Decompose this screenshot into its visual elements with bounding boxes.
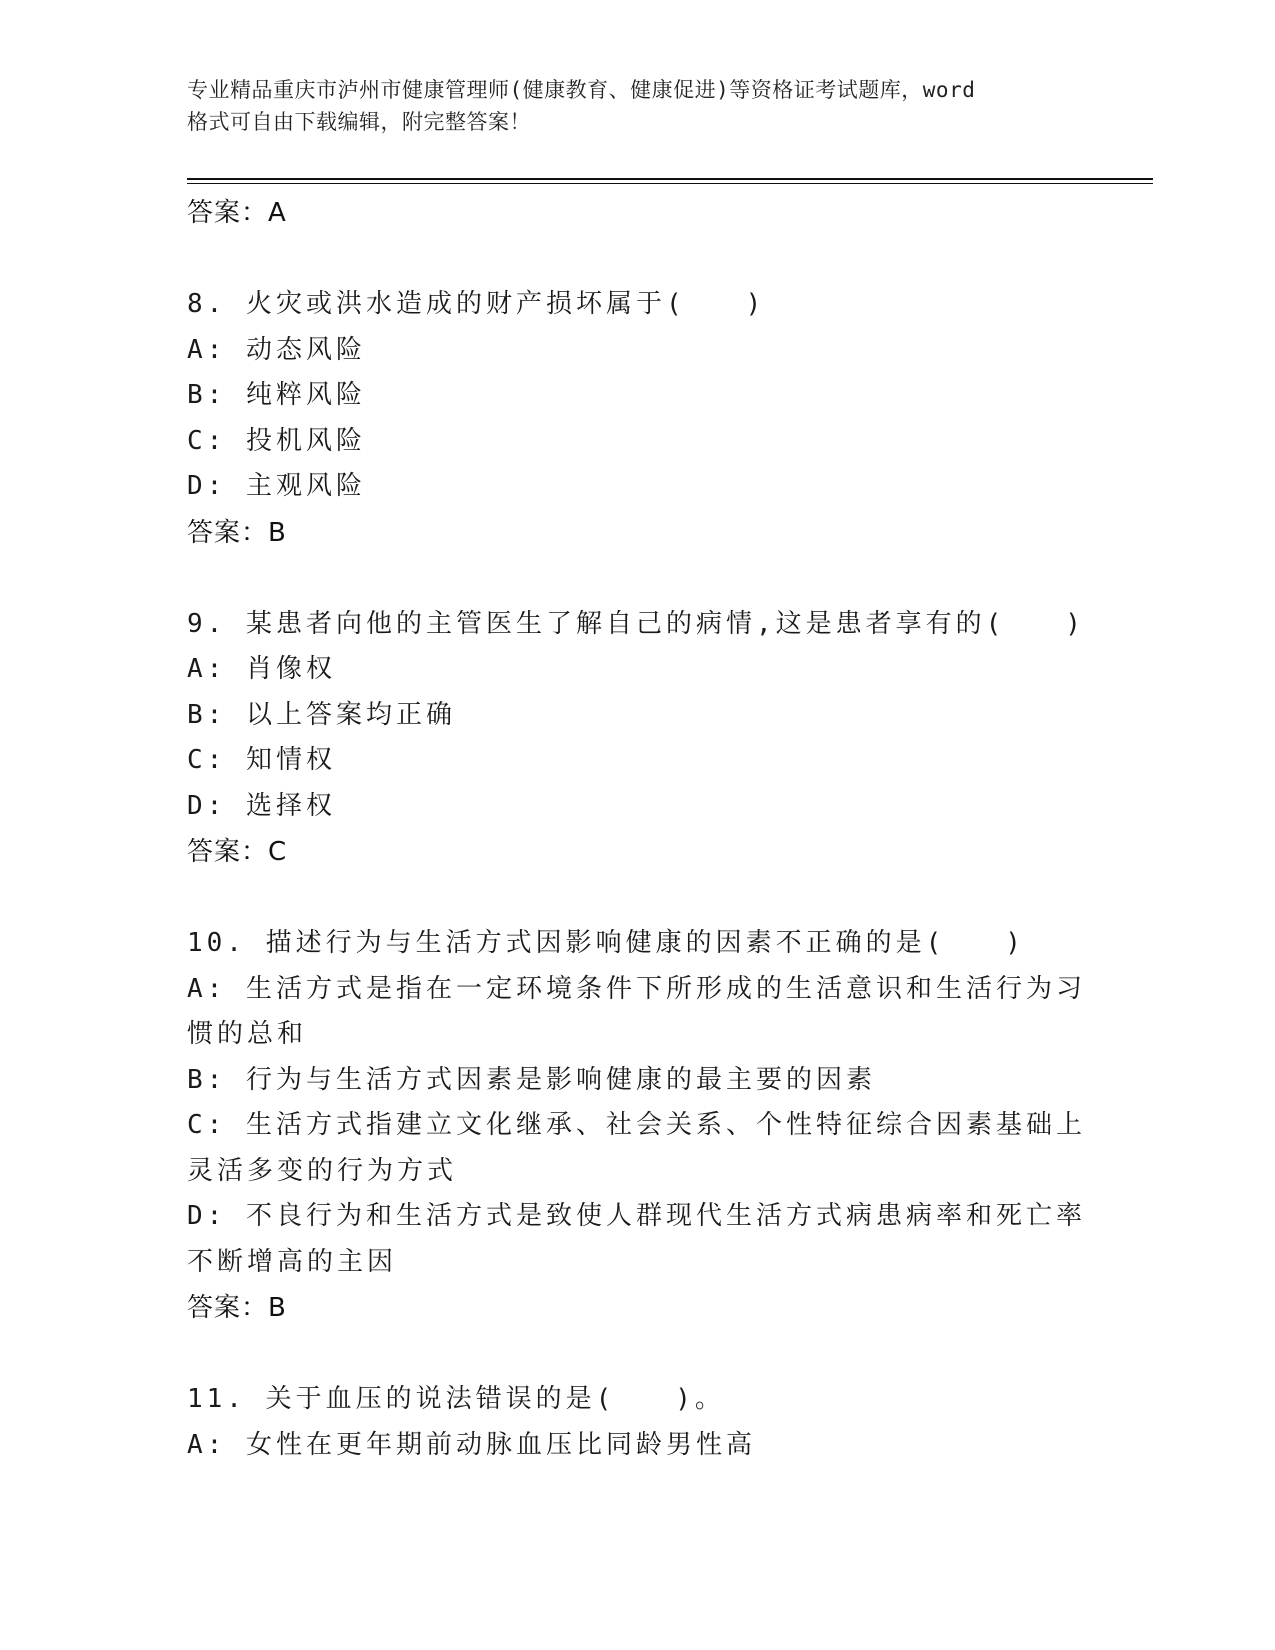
option-a: A: 女性在更年期前动脉血压比同龄男性高: [187, 1429, 756, 1460]
question-stem: 11. 关于血压的说法错误的是( )。: [187, 1384, 725, 1414]
answer-line: 答案：C: [187, 837, 288, 867]
option-d: D: 不良行为和生活方式是致使人群现代生活方式病患病率和死亡率不断增高的主因: [187, 1201, 1086, 1277]
option-b: B: 行为与生活方式因素是影响健康的最主要的因素: [187, 1064, 876, 1095]
header-divider: [187, 178, 1153, 180]
option-a: A: 动态风险: [187, 334, 366, 365]
header-divider-thin: [187, 183, 1153, 184]
header-line-2: 格式可自由下载编辑，附完整答案！: [187, 110, 531, 134]
option-b: B: 以上答案均正确: [187, 699, 456, 730]
question-stem: 8. 火灾或洪水造成的财产损坏属于( ): [187, 289, 766, 319]
question-10: [187, 921, 1087, 1331]
option-a: A: 肖像权: [187, 654, 336, 684]
option-d: D: 选择权: [187, 790, 336, 821]
question-stem: 10. 描述行为与生活方式因影响健康的因素不正确的是( ): [187, 928, 1025, 958]
question-stem: 9. 某患者向他的主管医生了解自己的病情,这是患者享有的( ): [187, 608, 1085, 639]
option-b: B: 纯粹风险: [187, 380, 366, 410]
option-d: D: 主观风险: [187, 471, 366, 501]
answer-line: 答案：B: [187, 517, 287, 548]
answer-line: 答案：A: [187, 198, 287, 228]
question-8: [187, 282, 1087, 556]
option-c: C: 生活方式指建立文化继承、社会关系、个性特征综合因素基础上灵活多变的行为方式: [187, 1110, 1086, 1186]
question-11: [187, 1377, 1087, 1468]
header-line-1: 专业精品重庆市泸州市健康管理师(健康教育、健康促进)等资格证考试题库，word: [187, 78, 976, 102]
page-header: [187, 74, 1087, 138]
question-list: [187, 190, 1087, 1468]
question-9: [187, 602, 1087, 876]
option-c: C: 投机风险: [187, 425, 366, 456]
answer-line: 答案：B: [187, 1293, 287, 1323]
option-a: A: 生活方式是指在一定环境条件下所形成的生活意识和生活行为习惯的总和: [187, 973, 1086, 1049]
option-c: C: 知情权: [187, 745, 336, 775]
